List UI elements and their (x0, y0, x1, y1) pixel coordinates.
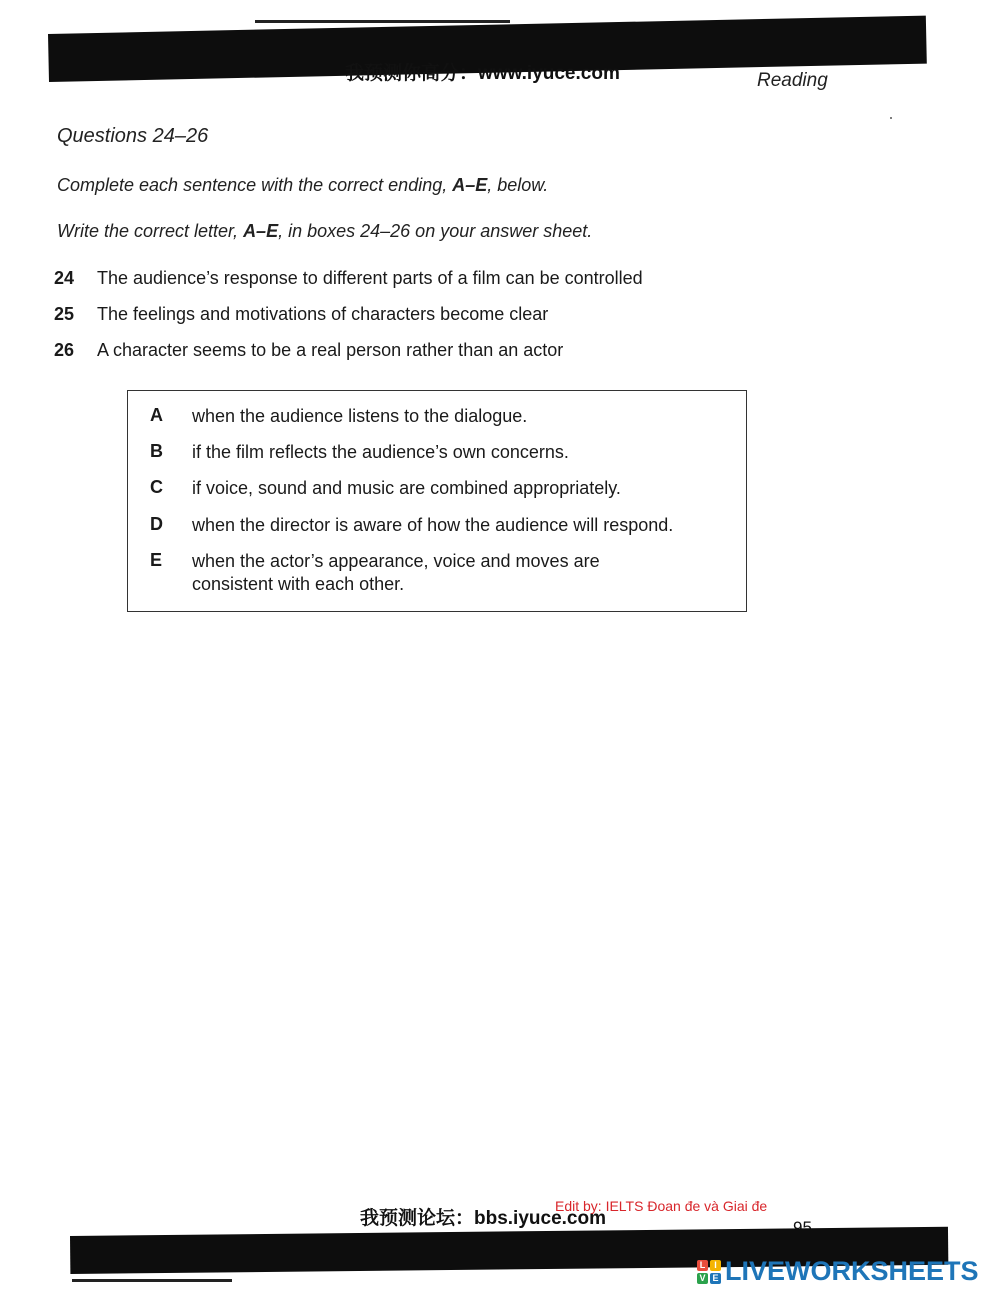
question-number: 24 (54, 268, 75, 288)
option-text: when the audience listens to the dialogue. (192, 406, 528, 426)
footer-site-url: 我预测论坛：bbs.iyuce.com (360, 1208, 606, 1229)
scan-edge-line (72, 1279, 232, 1282)
questions-title: Questions 24–26 (57, 125, 209, 147)
question-text: The audience’s response to different parts of a film can be controlled (97, 268, 643, 288)
option-text: if the film reflects the audience’s own concerns. (192, 442, 569, 462)
option-text: when the director is aware of how the audience will respond. (192, 515, 674, 535)
option-letter: C (150, 477, 163, 497)
logo-grid-icon (697, 1260, 721, 1284)
option-letter: D (150, 514, 163, 534)
question-26 (54, 340, 563, 361)
question-24 (54, 268, 643, 289)
logo-tile: L (697, 1260, 708, 1271)
logo-tile: I (710, 1260, 721, 1271)
instruction-write: Write the correct letter, A–E, in boxes 24–26 on your answer sheet. (57, 221, 593, 241)
option-text: if voice, sound and music are combined appropriately. (192, 478, 621, 498)
option-letter: E (150, 550, 163, 570)
ending-option-a (150, 405, 527, 428)
scan-edge-line (255, 20, 510, 23)
logo-wordmark: LIVEWORKSHEETS (725, 1256, 979, 1286)
ending-option-c (150, 477, 621, 500)
question-text: A character seems to be a real person rather than an actor (97, 340, 564, 360)
section-label: Reading (757, 70, 828, 91)
question-number: 25 (54, 304, 75, 324)
ending-option-e (150, 550, 600, 596)
logo-tile: V (697, 1273, 708, 1284)
option-letter: A (150, 405, 163, 425)
question-25 (54, 304, 548, 325)
edit-credit: Edit by: IELTS Đoan đe và Giai đe (555, 1198, 768, 1214)
scan-speck (890, 117, 892, 119)
instruction-complete: Complete each sentence with the correct ending, A–E, below. (57, 175, 549, 195)
ending-option-d (150, 514, 673, 537)
question-number: 26 (54, 340, 75, 360)
logo-tile: E (710, 1273, 721, 1284)
ending-option-b (150, 441, 569, 464)
liveworksheets-logo[interactable] (697, 1256, 979, 1287)
question-text: The feelings and motivations of characters become clear (97, 304, 549, 324)
option-text: when the actor’s appearance, voice and moves are consistent with each other. (192, 551, 600, 594)
option-letter: B (150, 441, 163, 461)
header-site-url: 我预测你高分：www.iyuce.com (345, 63, 620, 84)
